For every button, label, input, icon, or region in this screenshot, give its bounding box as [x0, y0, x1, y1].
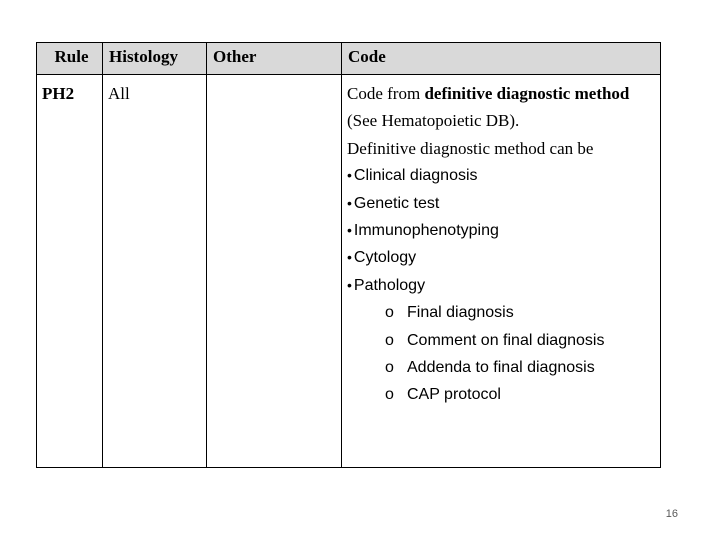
circle-bullet-icon: o — [385, 386, 394, 404]
table-header-row — [37, 43, 661, 75]
code-line-1 — [347, 80, 654, 135]
header-code: Code — [342, 43, 661, 75]
table-row — [37, 75, 661, 468]
bullet-list — [347, 162, 654, 299]
page-number: 16 — [665, 508, 678, 520]
code-prefix: Code from — [347, 84, 425, 103]
sub-bullet-text: Final diagnosis — [407, 304, 514, 322]
list-item — [347, 162, 654, 189]
list-item — [347, 190, 654, 217]
header-rule: Rule — [37, 43, 103, 75]
bullet-text: Immunophenotyping — [353, 222, 499, 240]
sub-bullet-text: Addenda to final diagnosis — [407, 359, 595, 377]
header-other: Other — [207, 43, 342, 75]
list-item — [347, 272, 654, 299]
code-bold-phrase: definitive diagnostic method — [424, 84, 630, 103]
circle-bullet-icon: o — [385, 304, 394, 322]
bullet-text: Clinical diagnosis — [353, 167, 478, 185]
bullet-text: Pathology — [353, 276, 426, 294]
circle-bullet-icon: o — [385, 359, 394, 377]
cell-rule: PH2 — [37, 75, 103, 468]
list-item — [385, 327, 654, 354]
bullet-text: Genetic test — [353, 194, 440, 212]
circle-bullet-icon: o — [385, 331, 394, 349]
sub-bullet-text: CAP protocol — [407, 386, 501, 404]
cell-code — [342, 75, 661, 468]
bullet-text: Cytology — [353, 249, 417, 267]
cell-histology: All — [103, 75, 207, 468]
list-item — [385, 354, 654, 381]
code-after: (See Hematopoietic DB). — [347, 111, 520, 131]
bullet-icon: • — [347, 167, 352, 184]
rules-table — [36, 42, 661, 468]
header-histology: Histology — [103, 43, 207, 75]
list-item — [347, 217, 654, 244]
bullet-icon: • — [347, 222, 352, 239]
list-item — [385, 299, 654, 326]
list-item — [347, 244, 654, 271]
sub-bullet-text: Comment on final diagnosis — [407, 331, 605, 349]
bullet-icon: • — [347, 194, 352, 211]
code-line-2: Definitive diagnostic method can be — [347, 138, 594, 158]
list-item — [385, 381, 654, 408]
cell-other — [207, 75, 342, 468]
bullet-icon: • — [347, 276, 352, 293]
sub-bullet-list — [347, 299, 654, 409]
bullet-icon: • — [347, 249, 352, 266]
